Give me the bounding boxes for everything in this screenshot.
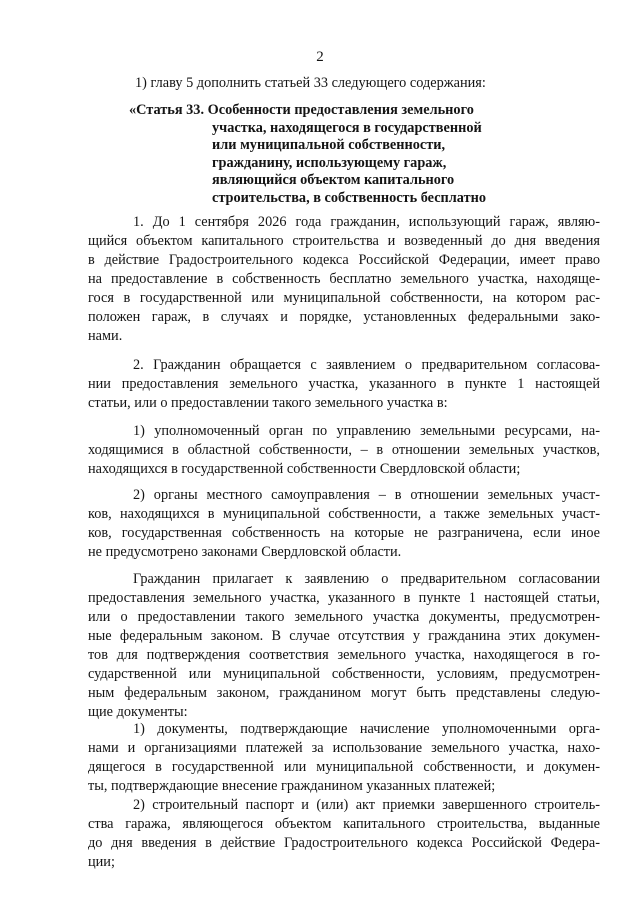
text-line: предоставления земельного участка, указанного в пункте 1 настоящей статьи,: [88, 590, 600, 606]
page-number: 2: [316, 49, 324, 65]
heading-line: гражданину, использующему гараж,: [212, 154, 447, 171]
text-line: ства гаража, являющегося объектом капитального строительства, выданные: [88, 816, 600, 832]
text-line: 1) документы, подтверждающие начисление уполномоченными орга-: [133, 721, 600, 737]
text-line: дящегося в государственной или муниципальной собственности, и докумен-: [88, 759, 600, 775]
heading-line: или муниципальной собственности,: [212, 137, 446, 153]
text-line: ков, находящихся в муниципальной собственности, а также земельных участ-: [88, 506, 600, 522]
text-line: тов для подтверждения соответствия земельного участка, находящегося в го-: [88, 647, 600, 663]
text-line: ходящимися в областной собственности, – в отношении земельных участков,: [88, 442, 600, 458]
heading-line: «Статья 33. Особенности предоставления земельного: [129, 102, 474, 118]
text-line: 2. Гражданин обращается с заявлением о предварительном согласова-: [133, 357, 600, 373]
text-line: нами и организациями платежей за использование земельного участка, нахо-: [88, 740, 600, 756]
text-line: щийся объектом капитального строительства и возведенный до дня введения: [88, 233, 600, 249]
text-line: положен гараж, в случаях и порядке, установленных федеральными зако-: [88, 309, 600, 325]
text-line: на предоставление в собственность бесплатно земельного участка, находяще-: [88, 271, 600, 287]
text-line: находящихся в государственной собственности Свердловской области;: [88, 461, 521, 477]
text-line: щие документы:: [88, 704, 188, 720]
text-line: 1) уполномоченный орган по управлению земельными ресурсами, на-: [133, 423, 600, 439]
text-line: ции;: [88, 854, 115, 870]
text-line: нии предоставления земельного участка, указанного в пункте 1 настоящей: [88, 376, 600, 392]
text-line: не предусмотрено законами Свердловской области.: [88, 544, 402, 560]
text-line: Гражданин прилагает к заявлению о предварительном согласовании: [133, 571, 600, 587]
text-line: нами.: [88, 328, 123, 344]
text-line: ков, государственная собственность на которые не разграничена, если иное: [88, 525, 600, 541]
text-line: 2) строительный паспорт и (или) акт приемки завершенного строитель-: [133, 797, 600, 813]
text-line: 1. До 1 сентября 2026 года гражданин, использующий гараж, являю-: [133, 214, 600, 230]
text-line: ты, подтверждающие внесение гражданином указанных платежей;: [88, 778, 496, 794]
intro-line: 1) главу 5 дополнить статьей 33 следующего содержания:: [135, 75, 486, 91]
text-line: гося в государственной или муниципальной собственности, на котором рас-: [88, 290, 600, 306]
text-line: статьи, или о предоставлении такого земельного участка в:: [88, 395, 448, 411]
heading-line: строительства, в собственность бесплатно: [212, 189, 486, 206]
text-line: 2) органы местного самоуправления – в отношении земельных участ-: [133, 487, 600, 503]
text-line: до дня введения в действие Градостроительного кодекса Российской Федера-: [88, 835, 600, 851]
text-line: ным федеральным законом, гражданином могут быть представлены следую-: [88, 685, 600, 701]
text-line: ные федеральным законом. В случае отсутствия у гражданина этих докумен-: [88, 628, 600, 644]
text-line: или о предоставлении такого земельного участка документы, предусмотрен-: [88, 609, 600, 625]
text-line: в действие Градостроительного кодекса Российской Федерации, имеет право: [88, 252, 600, 268]
heading-line: являющийся объектом капитального: [212, 172, 455, 188]
heading-line: участка, находящегося в государственной: [212, 119, 482, 136]
text-line: сударственной или муниципальной собственности, условиям, предусмотрен-: [88, 666, 600, 682]
